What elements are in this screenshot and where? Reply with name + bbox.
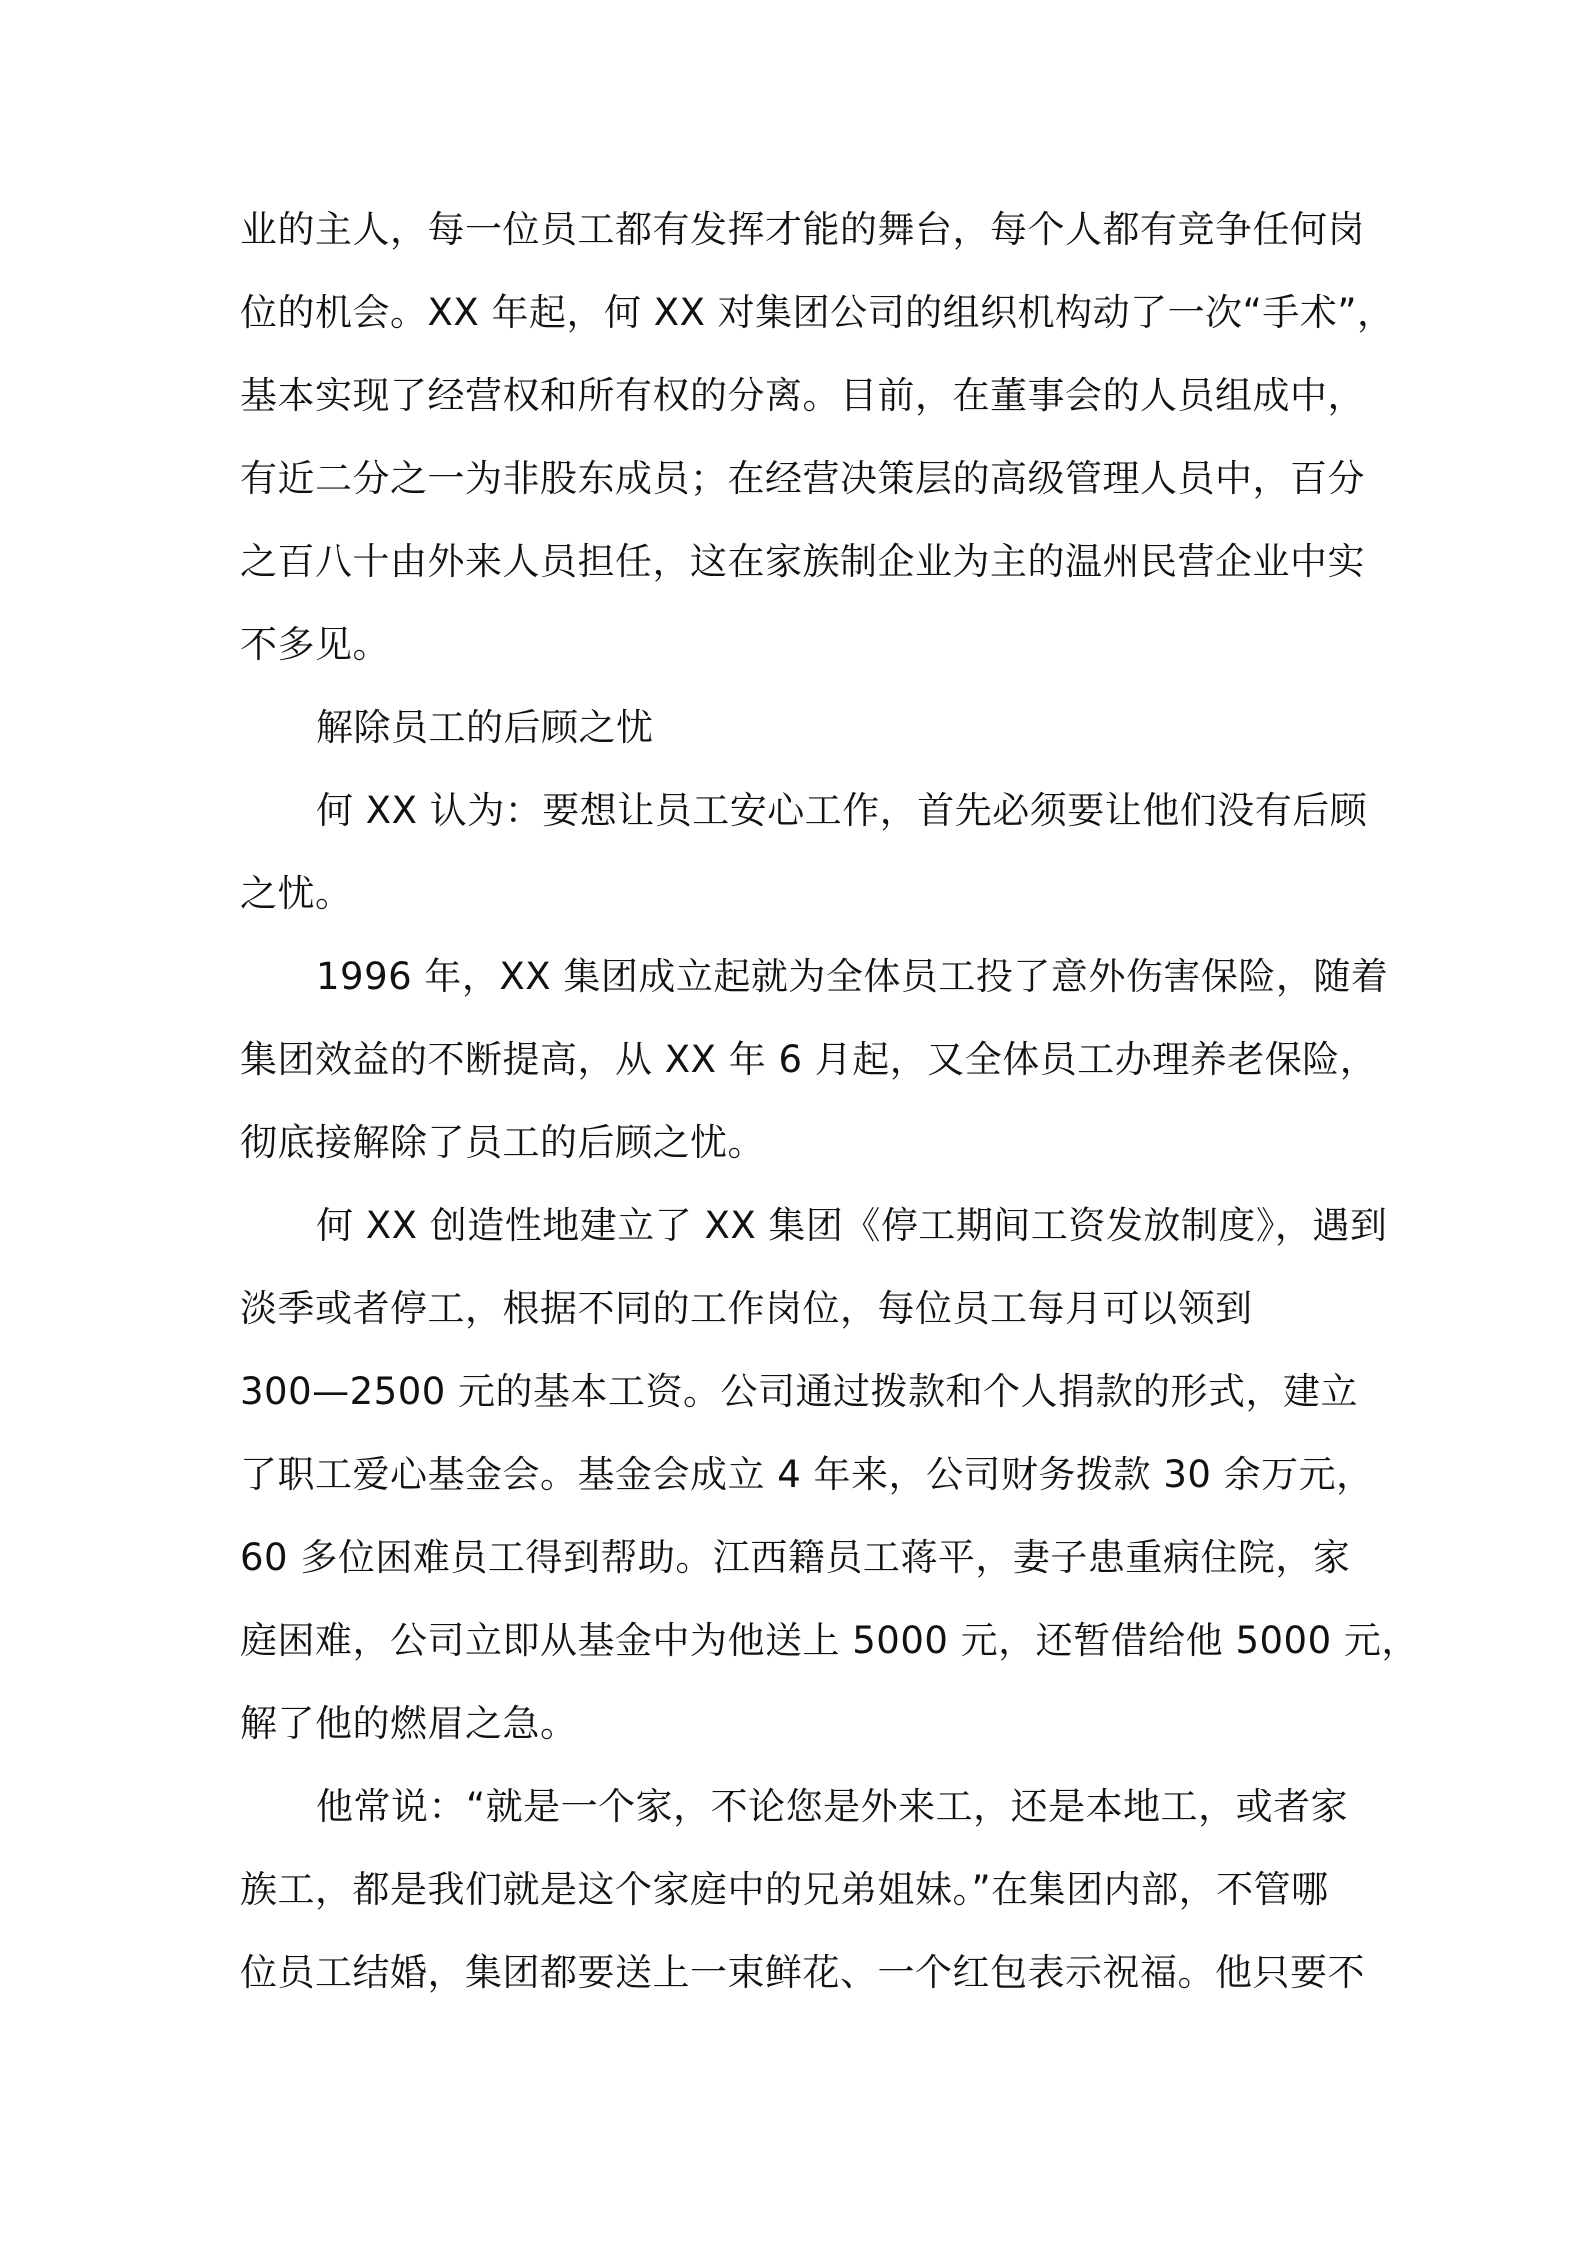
- text-line: 何 XX 认为：要想让员工安心工作，首先必须要让他们没有后顾: [316, 789, 1368, 832]
- text-line: 位员工结婚，集团都要送上一束鲜花、一个红包表示祝福。他只要不: [240, 1951, 1365, 1994]
- text-line: 族工，都是我们就是这个家庭中的兄弟姐妹。”在集团内部，不管哪: [240, 1868, 1329, 1911]
- text-line: 彻底接解除了员工的后顾之忧。: [240, 1121, 765, 1164]
- text-line: 基本实现了经营权和所有权的分离。目前，在董事会的人员组成中，: [240, 374, 1365, 417]
- text-line: 1996 年，XX 集团成立起就为全体员工投了意外伤害保险，随着: [316, 955, 1389, 998]
- text-line: 了职工爱心基金会。基金会成立 4 年来，公司财务拨款 30 余万元，: [240, 1453, 1374, 1496]
- text-line: 解了他的燃眉之急。: [240, 1702, 578, 1745]
- text-line: 淡季或者停工，根据不同的工作岗位，每位员工每月可以领到: [240, 1287, 1253, 1330]
- text-line: 集团效益的不断提高，从 XX 年 6 月起，又全体员工办理养老保险，: [240, 1038, 1378, 1081]
- text-line: 不多见。: [240, 623, 390, 666]
- text-line: 60 多位困难员工得到帮助。江西籍员工蒋平，妻子患重病住院，家: [240, 1536, 1351, 1579]
- text-line: 有近二分之一为非股东成员；在经营决策层的高级管理人员中，百分: [240, 457, 1365, 500]
- text-line: 之忧。: [240, 872, 353, 915]
- text-line: 他常说：“就是一个家，不论您是外来工，还是本地工，或者家: [316, 1785, 1349, 1828]
- text-line: 业的主人，每一位员工都有发挥才能的舞台，每个人都有竞争任何岗: [240, 208, 1365, 251]
- text-line: 之百八十由外来人员担任，这在家族制企业为主的温州民营企业中实: [240, 540, 1365, 583]
- text-line: 庭困难，公司立即从基金中为他送上 5000 元，还暂借给他 5000 元，: [240, 1619, 1419, 1662]
- text-line: 位的机会。XX 年起，何 XX 对集团公司的组织机构动了一次“手术”，: [240, 291, 1395, 334]
- section-heading: 解除员工的后顾之忧: [316, 706, 654, 749]
- text-line: 300—2500 元的基本工资。公司通过拨款和个人捐款的形式，建立: [240, 1370, 1359, 1413]
- text-line: 何 XX 创造性地建立了 XX 集团《停工期间工资发放制度》，遇到: [316, 1204, 1388, 1247]
